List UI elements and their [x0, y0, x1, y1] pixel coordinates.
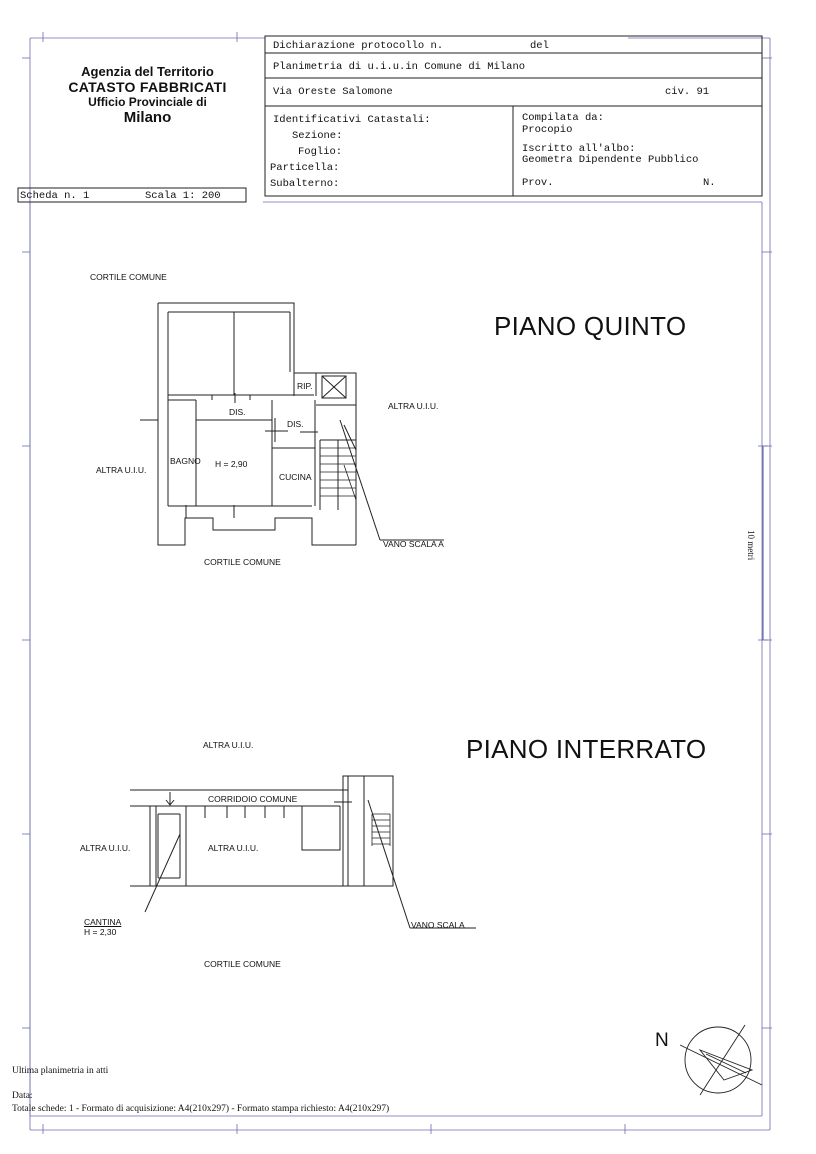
agency-office: Ufficio Provinciale di [88, 95, 207, 109]
agency-name: Agenzia del Territorio [81, 64, 214, 79]
label-cortile-lower: CORTILE COMUNE [204, 959, 281, 969]
north-arrow-icon [700, 1050, 706, 1056]
agency-department: CATASTO FABBRICATI [68, 79, 227, 95]
label-rip: RIP. [297, 381, 313, 391]
footer-data: Data: [12, 1091, 33, 1101]
foglio-label: Foglio: [298, 146, 343, 158]
label-cucina: CUCINA [279, 472, 312, 482]
label-height-quinto: H = 2,90 [215, 459, 248, 469]
n-label: N. [703, 177, 716, 189]
prov-label: Prov. [522, 177, 554, 189]
label-corridoio: CORRIDOIO COMUNE [208, 794, 298, 804]
label-bagno: BAGNO [170, 456, 201, 466]
dichiarazione-label: Dichiarazione protocollo n. [273, 40, 444, 52]
planimetria-label: Planimetria di u.i.u.in Comune di Milano [273, 61, 526, 73]
label-altra-left: ALTRA U.I.U. [96, 465, 147, 475]
compilata-name: Procopio [522, 124, 573, 136]
label-cortile-top: CORTILE COMUNE [90, 272, 167, 282]
label-altra-left-lower: ALTRA U.I.U. [80, 843, 131, 853]
label-altra-right: ALTRA U.I.U. [388, 401, 439, 411]
compilata-label: Compilata da: [522, 112, 604, 124]
civic-number: civ. 91 [665, 86, 710, 98]
address: Via Oreste Salomone [273, 86, 393, 98]
plan-title-quinto: PIANO QUINTO [494, 311, 687, 341]
label-cantina: CANTINA [84, 917, 122, 927]
footer-totale: Totale schede: 1 - Formato di acquisizione: A4(210x297) - Formato stampa richiesto: A4(210x297) [12, 1104, 390, 1114]
label-altra-mid: ALTRA U.I.U. [208, 843, 259, 853]
footer-ultima: Ultima planimetria in atti [12, 1066, 109, 1076]
north-label: N [655, 1030, 669, 1051]
iscritto-value: Geometra Dipendente Pubblico [522, 154, 699, 166]
identificativi-label: Identificativi Catastali: [273, 114, 431, 126]
label-vano-scala: VANO SCALA [411, 920, 465, 930]
label-cantina-height: H = 2,30 [84, 927, 117, 937]
label-cortile-bottom: CORTILE COMUNE [204, 557, 281, 567]
agency-block [40, 64, 255, 126]
sezione-label: Sezione: [292, 130, 343, 142]
agency-city: Milano [123, 109, 172, 126]
scheda-number: Scheda n. 1 [20, 190, 90, 202]
label-dis-2: DIS. [287, 419, 304, 429]
label-dis-1: DIS. [229, 407, 246, 417]
particella-label: Particella: [270, 162, 340, 174]
plan-title-interrato: PIANO INTERRATO [466, 734, 707, 764]
label-vano-scala-a: VANO SCALA A [383, 539, 444, 549]
del-label: del [530, 40, 549, 52]
subalterno-label: Subalterno: [270, 178, 340, 190]
scheda-scale: Scala 1: 200 [145, 190, 221, 202]
label-altra-top: ALTRA U.I.U. [203, 740, 254, 750]
iscritto-label: Iscritto all'albo: [522, 143, 636, 155]
scale-bar-label: 10 metri [746, 530, 756, 561]
